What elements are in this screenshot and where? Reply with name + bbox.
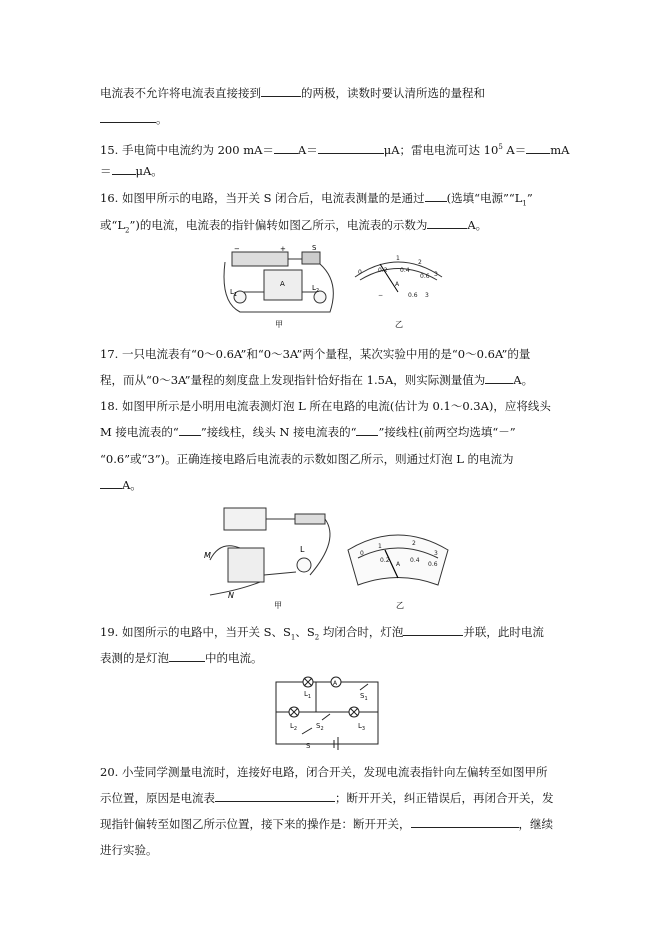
q18-ammeter-dial bbox=[348, 535, 448, 585]
q15-text-f: ＝ bbox=[100, 164, 112, 178]
q20-blank-1[interactable] bbox=[215, 790, 335, 802]
q18-line4 bbox=[100, 477, 142, 493]
q14-text-b: 的两极，读数时要认清所选的量程和 bbox=[301, 86, 485, 100]
q19-sub-2: 2 bbox=[314, 633, 320, 642]
q18-tick-3: 2 bbox=[412, 540, 416, 547]
q16-s-label: S bbox=[312, 244, 317, 252]
q14-blank-2[interactable] bbox=[100, 111, 156, 123]
q16-text-d: 或“L bbox=[100, 218, 126, 232]
q16-tick-4: 2 bbox=[418, 259, 422, 266]
q18-tick-6: 0.6 bbox=[428, 561, 438, 568]
q18-tick-0: 0 bbox=[360, 550, 364, 557]
q16-ammeter-label: A bbox=[280, 280, 285, 288]
q18-line1 bbox=[100, 398, 551, 414]
q16-caption-jia: 甲 bbox=[275, 320, 283, 329]
q19-text-f: 中的电流。 bbox=[205, 651, 263, 665]
q16-ammeter-dial bbox=[355, 255, 442, 299]
q19-bulb-l3-icon bbox=[349, 707, 359, 717]
q18-tick-1: 1 bbox=[378, 543, 382, 550]
q18-dial-a: A bbox=[396, 561, 401, 568]
q20-line1 bbox=[100, 764, 547, 780]
q16-plus-label: + bbox=[280, 245, 286, 253]
q19-switch-s2-icon bbox=[322, 714, 330, 720]
q20-text-d: 现指针偏转至如图乙所示位置，接下来的操作是：断开开关， bbox=[100, 817, 411, 831]
switch-icon bbox=[302, 252, 320, 264]
q17-line1 bbox=[100, 346, 530, 362]
q16-tick-3: 0.4 bbox=[400, 267, 410, 274]
q16-figure bbox=[220, 242, 450, 332]
q18-n-label: N bbox=[228, 591, 234, 600]
q20-text-f: 进行实验。 bbox=[100, 843, 158, 857]
q18-tick-2: 0.2 bbox=[380, 557, 390, 564]
q16-tick-5: 0.6 bbox=[420, 273, 430, 280]
q19-l3-label: $L_3$ bbox=[358, 722, 366, 732]
q16-term-06: 0.6 bbox=[408, 292, 418, 299]
q16-line1 bbox=[100, 190, 533, 211]
q16-caption-yi: 乙 bbox=[395, 320, 403, 329]
q14-line1 bbox=[100, 85, 485, 101]
q19-l2-label: $L_2$ bbox=[290, 722, 298, 732]
q19-figure bbox=[272, 676, 384, 750]
q15-blank-4[interactable] bbox=[112, 163, 136, 175]
q15-line1 bbox=[100, 139, 569, 158]
q18-text-a: 18. 如图甲所示是小明用电流表测灯泡 L 所在电路的电流(估计为 0.1～0.3A)，应将线头 bbox=[100, 399, 551, 413]
q15-text-e: mA bbox=[550, 142, 570, 157]
q14-blank-1[interactable] bbox=[261, 85, 301, 97]
q20-text-a: 20. 小莹同学测量电流时，连接好电路，闭合开关，发现电流表指针向左偏转至如图甲所 bbox=[100, 765, 548, 779]
q15-text-b: A＝ bbox=[297, 142, 318, 157]
q16-text-c: ” bbox=[526, 191, 533, 205]
q15-blank-2[interactable] bbox=[318, 142, 384, 154]
q19-switch-s1-icon bbox=[360, 684, 368, 690]
q19-s-label: S bbox=[306, 742, 311, 750]
q16-sub-1: 1 bbox=[522, 199, 527, 208]
q16-text-b: (选填“电源”“L bbox=[446, 191, 523, 205]
q19-text-e: 表测的是灯泡 bbox=[100, 651, 169, 665]
q18-power-supply-icon bbox=[224, 508, 266, 530]
q15-blank-3[interactable] bbox=[526, 142, 550, 154]
q20-blank-2[interactable] bbox=[411, 816, 519, 828]
q19-text-b: 、S bbox=[295, 625, 315, 639]
q19-bulb-l2-icon bbox=[289, 707, 299, 717]
q19-s1-label: $S_1$ bbox=[360, 692, 368, 702]
q15-blank-1[interactable] bbox=[274, 142, 298, 154]
q20-text-e: ，继续 bbox=[518, 817, 553, 831]
q14-text-a: 电流表不允许将电流表直接接到 bbox=[100, 86, 261, 100]
q16-tick-0: 0 bbox=[358, 269, 362, 276]
q16-term-3: 3 bbox=[425, 292, 429, 299]
q18-line3 bbox=[100, 451, 514, 467]
q16-l1-label: $L_1$ bbox=[230, 288, 238, 298]
q18-blank-1[interactable] bbox=[179, 424, 201, 436]
q17-text-a: 17. 一只电流表有“0～0.6A”和“0～3A”两个量程，某次实验中用的是“0～0.6A”的量 bbox=[100, 347, 531, 361]
q16-line2 bbox=[100, 217, 487, 238]
q18-caption-jia: 甲 bbox=[274, 601, 282, 610]
q19-blank-2[interactable] bbox=[169, 650, 205, 662]
q14-text-end: 。 bbox=[156, 112, 168, 126]
q19-line2 bbox=[100, 650, 263, 666]
q15-line2 bbox=[100, 163, 163, 179]
q18-ammeter-icon bbox=[228, 548, 264, 582]
q18-blank-2[interactable] bbox=[356, 424, 378, 436]
q18-text-c: ”接线柱，线头 N 接电流表的“ bbox=[200, 425, 357, 439]
q18-switch-icon bbox=[295, 514, 325, 524]
q15-exponent: 5 bbox=[498, 143, 503, 151]
q15-text-g: μA。 bbox=[135, 164, 163, 178]
q14-line2 bbox=[100, 111, 168, 127]
q19-line1 bbox=[100, 624, 544, 645]
q16-blank-2[interactable] bbox=[427, 217, 467, 229]
q16-blank-1[interactable] bbox=[425, 190, 447, 202]
q18-line2 bbox=[100, 424, 516, 440]
q19-sub-1: 1 bbox=[290, 633, 296, 642]
q18-text-b: M 接电流表的“ bbox=[100, 425, 179, 439]
q20-text-c: ；断开开关，纠正错误后，再闭合开关，发 bbox=[335, 791, 554, 805]
q20-line3 bbox=[100, 816, 553, 832]
q19-text-c: 均闭合时，灯泡 bbox=[319, 625, 404, 639]
q20-text-b: 示位置，原因是电流表 bbox=[100, 791, 215, 805]
q20-line4 bbox=[100, 842, 158, 858]
q18-l-label: L bbox=[300, 545, 305, 554]
q17-blank[interactable] bbox=[485, 372, 513, 384]
q18-figure bbox=[200, 500, 450, 615]
q18-m-label: M bbox=[204, 551, 211, 560]
q18-tick-4: 0.4 bbox=[410, 557, 420, 564]
q16-l2-label: $L_2$ bbox=[312, 284, 320, 294]
q18-text-f: A。 bbox=[122, 478, 142, 492]
q18-text-d: ”接线柱(前两空均选填“－” bbox=[378, 425, 516, 439]
q16-tick-1: 0.2 bbox=[378, 267, 388, 274]
q16-dial-a: A bbox=[395, 281, 400, 288]
q17-text-c: A。 bbox=[513, 373, 534, 387]
q19-l1-label: $L_1$ bbox=[304, 690, 312, 700]
q16-text-e: ”)的电流，电流表的指针偏转如图乙所示，电流表的示数为 bbox=[129, 218, 428, 232]
q19-blank-1[interactable] bbox=[403, 624, 463, 636]
q19-ammeter-label: A bbox=[333, 680, 338, 687]
q16-term-minus: − bbox=[378, 292, 384, 299]
q18-caption-yi: 乙 bbox=[396, 601, 404, 610]
q19-s2-label: $S_2$ bbox=[316, 722, 324, 732]
q19-text-a: 19. 如图所示的电路中，当开关 S、S bbox=[100, 625, 291, 639]
q16-text-f: A。 bbox=[467, 218, 488, 232]
q16-text-a: 16. 如图甲所示的电路，当开关 S 闭合后，电流表测量的是通过 bbox=[100, 191, 425, 205]
q16-tick-2: 1 bbox=[396, 255, 400, 262]
q19-switch-s-icon bbox=[302, 728, 312, 734]
q20-line2 bbox=[100, 790, 554, 806]
q15-text-a: 15. 手电筒中电流约为 200 mA＝ bbox=[100, 142, 274, 157]
q18-bulb-icon bbox=[297, 558, 311, 572]
q18-blank-3[interactable] bbox=[100, 477, 122, 489]
q15-text-c: μA；雷电电流可达 10 bbox=[383, 142, 499, 157]
q19-bulb-l1-icon bbox=[303, 677, 313, 687]
q16-minus-label: − bbox=[234, 245, 240, 253]
q17-line2 bbox=[100, 372, 533, 388]
q15-text-d: A＝ bbox=[502, 142, 527, 157]
q16-sub-2: 2 bbox=[125, 226, 130, 235]
q16-circuit-diagram bbox=[224, 252, 333, 312]
q19-text-d: 并联，此时电流 bbox=[463, 625, 544, 639]
q16-tick-6: 3 bbox=[434, 271, 438, 278]
q18-text-e: “0.6”或“3”)。正确连接电路后电流表的示数如图乙所示，则通过灯泡 L 的电流为 bbox=[100, 452, 514, 466]
q17-text-b: 程，而从“0～3A”量程的刻度盘上发现指针恰好指在 1.5A，则实际测量值为 bbox=[100, 373, 486, 387]
q18-tick-5: 3 bbox=[434, 550, 438, 557]
battery-icon bbox=[232, 252, 288, 266]
